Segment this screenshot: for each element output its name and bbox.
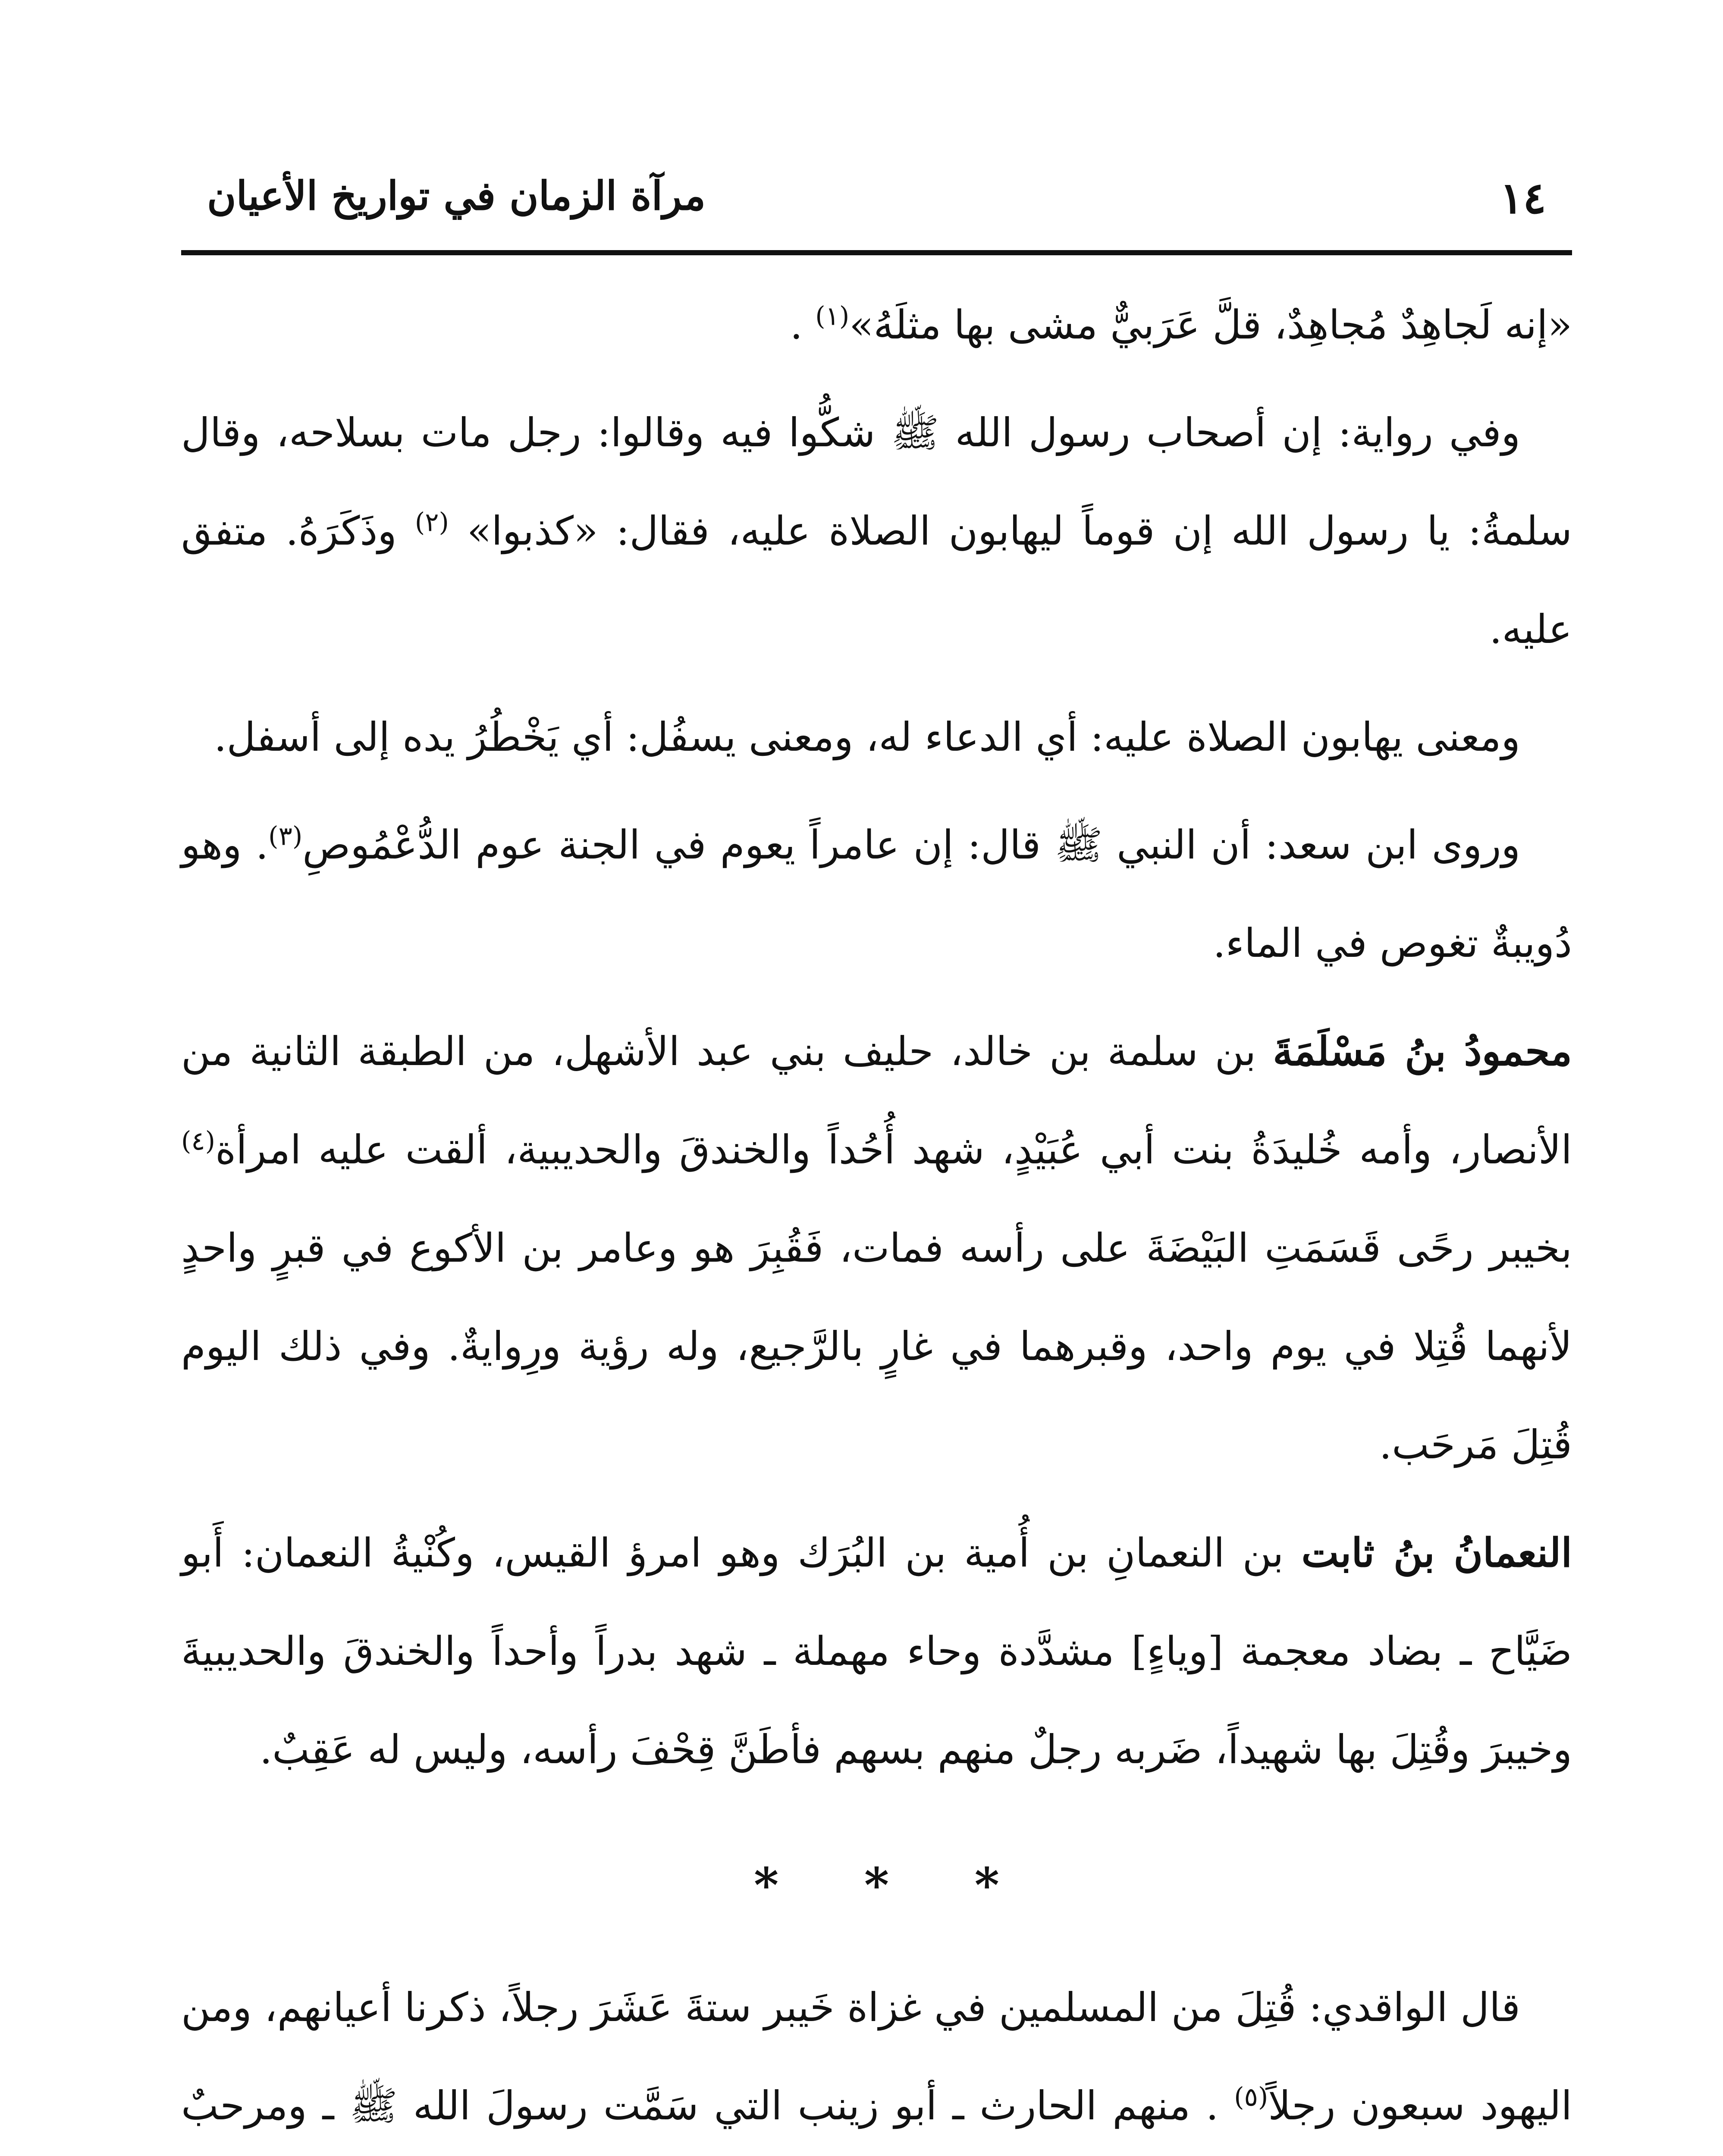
paragraph-waqidi: قال الواقدي: قُتِلَ من المسلمين في غزاة خَيبر ستةَ عَشَرَ رجلاً، ذكرنا أعيانهم، ومن اليهود سبعون رجلاً$^{(٥)}$ . منهم الحارث ـ أبو زينب التي سَمَّت رسولَ الله ﷺ ـ ومرحبٌ <box>181 1984 1572 2129</box>
page-header <box>181 160 1572 233</box>
paragraph-riwaya: وفي رواية: إن أصحاب رسول الله ﷺ شكُّوا فيه وقالوا: رجل مات بسلاحه، وقال سلمةُ: يا رسول الله إن قوماً ليهابون الصلاة عليه، فقال: «كذبوا» $^{(٢)}$ وذَكَرَهُ. متفق عليه. <box>181 410 1572 652</box>
header-rule <box>181 250 1572 255</box>
footnote-ref: (١) <box>815 301 850 332</box>
paragraph-ibn-saad: وروى ابن سعد: أن النبي ﷺ قال: إن عامراً يعوم في الجنة عوم الدُّعْمُوصِ$^{(٣)}$. وهو دُويبةٌ تغوص في الماء. <box>181 821 1572 966</box>
entry-heading: محمودُ بنُ مَسْلَمَةَ <box>1273 1028 1572 1075</box>
footnote-ref: (٢) <box>414 507 449 538</box>
entry-heading: النعمانُ بنُ ثابت <box>1301 1529 1572 1576</box>
entry-mahmud-ibn-maslama: محمودُ بنُ مَسْلَمَةَ بن سلمة بن خالد، حليف بني عبد الأشهل، من الطبقة الثانية من الأنصار، وأمه خُليدَةُ بنت أبي عُبَيْدٍ، شهد أُحُداً والخندقَ والحديبية، ألقت عليه امرأة$^{(٤)}$ بخيبر رحًى قَسَمَتِ البَيْضَةَ على رأسه فمات، فَقُبِرَ هو وعامر بن الأكوع في قبرٍ واحدٍ لأنهما قُتِلا في يوم واحد، وقبرهما في غارٍ بالرَّجيع، وله رؤية ورِوايةٌ. وفي ذلك اليوم قُتِلَ مَرحَب. <box>181 1028 1572 1468</box>
page-number: ١٤ <box>1500 172 1546 223</box>
paragraph-hadith-quote: «إنه لَجاهِدٌ مُجاهِدٌ، قلَّ عَرَبيٌّ مشى بها مثلَهُ»$^{(١)}$ . <box>790 301 1572 348</box>
main-text <box>181 276 1572 2156</box>
footnote-ref: (٥) <box>1234 2082 1268 2112</box>
footnote-ref: (٤) <box>181 1126 216 1156</box>
paragraph-meaning: ومعنى يهابون الصلاة عليه: أي الدعاء له، ومعنى يسفُل: أي يَخْطُرُ يده إلى أسفل. <box>214 714 1520 760</box>
running-title: مرآة الزمان في تواريخ الأعيان <box>207 172 706 219</box>
section-separator: * * * <box>753 1857 1000 1913</box>
footnote-ref: (٣) <box>268 821 303 852</box>
entry-numan-ibn-thabit: النعمانُ بنُ ثابت بن النعمانِ بن أُمية بن البُرَك وهو امرؤ القيس، وكُنْيةُ النعمان: أَبو ضَيَّاح ـ بضاد معجمة [وياءٍ] مشدَّدة وحاء مهملة ـ شهد بدراً وأحداً والخندقَ والحديبيةَ وخيبرَ وقُتِلَ بها شهيداً، ضَربه رجلٌ منهم بسهم فأطَنَّ قِحْفَ رأسه، وليس له عَقِبٌ. <box>181 1529 1572 1773</box>
